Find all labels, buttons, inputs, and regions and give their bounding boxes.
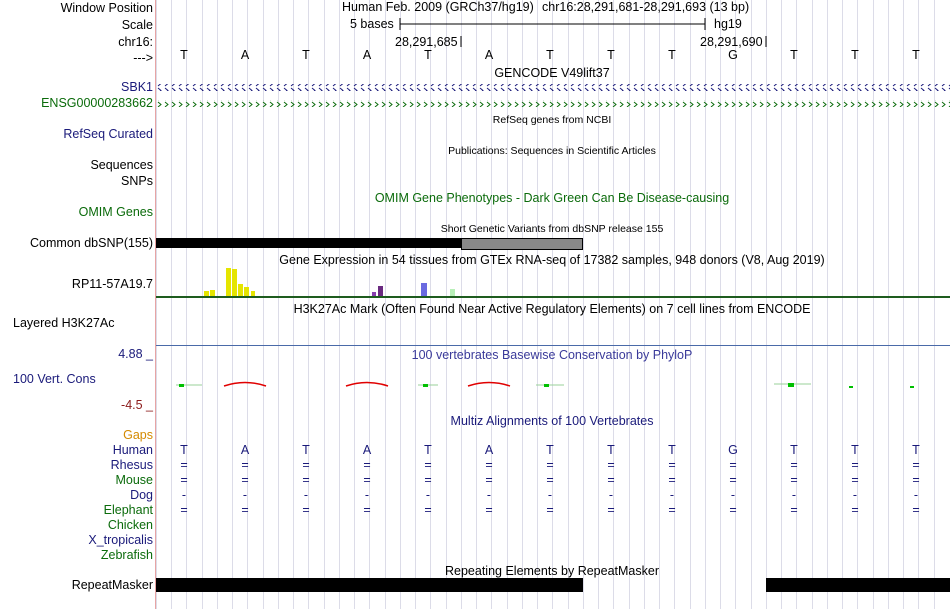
track-label-vert-cons[interactable]: 100 Vert. Cons bbox=[13, 372, 96, 386]
base-letter: T bbox=[546, 48, 554, 62]
sbk1-gene-line[interactable] bbox=[156, 84, 950, 91]
rhesus-align: = bbox=[424, 458, 432, 472]
elephant-align: = bbox=[851, 503, 859, 517]
dog-align: - bbox=[303, 488, 309, 502]
track-labels-panel bbox=[0, 0, 155, 609]
rhesus-align: = bbox=[485, 458, 493, 472]
base-letter: T bbox=[302, 48, 310, 62]
mouse-align: = bbox=[485, 473, 493, 487]
elephant-align: = bbox=[180, 503, 188, 517]
mouse-align: = bbox=[668, 473, 676, 487]
rhesus-align: = bbox=[668, 458, 676, 472]
dbsnp-feature-gray[interactable] bbox=[461, 238, 583, 250]
base-letter: T bbox=[790, 48, 798, 62]
browser-track-image[interactable] bbox=[156, 0, 950, 609]
dog-align: - bbox=[364, 488, 370, 502]
elephant-align: = bbox=[424, 503, 432, 517]
phylop-track-title: 100 vertebrates Basewise Conservation by PhyloP bbox=[411, 348, 693, 362]
rhesus-align: = bbox=[363, 458, 371, 472]
human-base: T bbox=[912, 443, 920, 457]
rhesus-align: = bbox=[729, 458, 737, 472]
species-label-mouse[interactable]: Mouse bbox=[115, 473, 153, 487]
human-base: A bbox=[240, 443, 250, 457]
mouse-align: = bbox=[790, 473, 798, 487]
rhesus-align: = bbox=[912, 458, 920, 472]
refseq-track-title: RefSeq genes from NCBI bbox=[492, 114, 612, 126]
base-letter: G bbox=[728, 48, 738, 62]
rhesus-align: = bbox=[851, 458, 859, 472]
phylop-min-label: -4.5 _ bbox=[121, 398, 153, 412]
human-base: A bbox=[484, 443, 494, 457]
base-letter: T bbox=[180, 48, 188, 62]
assembly-name: Human Feb. 2009 (GRCh37/hg19) bbox=[342, 0, 534, 14]
species-label-human[interactable]: Human bbox=[112, 443, 153, 457]
rhesus-align: = bbox=[180, 458, 188, 472]
pubs-track-title: Publications: Sequences in Scientific Articles bbox=[448, 145, 656, 157]
mouse-align: = bbox=[302, 473, 310, 487]
rhesus-align: = bbox=[302, 458, 310, 472]
mouse-align: = bbox=[729, 473, 737, 487]
species-label-rhesus[interactable]: Rhesus bbox=[110, 458, 153, 472]
elephant-align: = bbox=[485, 503, 493, 517]
ensg-gene-line[interactable] bbox=[156, 100, 950, 107]
human-base: T bbox=[180, 443, 188, 457]
dog-align: - bbox=[547, 488, 553, 502]
scale-label: Scale bbox=[121, 18, 153, 32]
track-label-refseq[interactable]: RefSeq Curated bbox=[63, 127, 153, 141]
track-label-rp11[interactable]: RP11-57A19.7 bbox=[71, 277, 153, 291]
omim-track-title: OMIM Gene Phenotypes - Dark Green Can Be Disease-causing bbox=[374, 191, 730, 205]
elephant-align: = bbox=[668, 503, 676, 517]
species-label-elephant[interactable]: Elephant bbox=[103, 503, 153, 517]
mouse-align: = bbox=[546, 473, 554, 487]
base-letter: T bbox=[607, 48, 615, 62]
human-base: T bbox=[302, 443, 310, 457]
mouse-align: = bbox=[851, 473, 859, 487]
human-base: T bbox=[607, 443, 615, 457]
elephant-align: = bbox=[546, 503, 554, 517]
track-label-ensg[interactable]: ENSG00000283662 bbox=[41, 96, 153, 110]
elephant-align: = bbox=[912, 503, 920, 517]
track-label-snps[interactable]: SNPs bbox=[121, 174, 153, 188]
track-label-omim[interactable]: OMIM Genes bbox=[78, 205, 153, 219]
gencode-track-title: GENCODE V49lift37 bbox=[494, 66, 610, 80]
gene-strand-arrows bbox=[156, 80, 950, 112]
dog-align: - bbox=[669, 488, 675, 502]
repeatmasker-track-title: Repeating Elements by RepeatMasker bbox=[444, 564, 660, 578]
scale-text: 5 bases bbox=[350, 17, 394, 31]
elephant-align: = bbox=[790, 503, 798, 517]
multiz-track-title: Multiz Alignments of 100 Vertebrates bbox=[450, 414, 654, 428]
track-label-sequences[interactable]: Sequences bbox=[90, 158, 153, 172]
gtex-track-title: Gene Expression in 54 tissues from GTEx RNA-seq of 17382 samples, 948 donors (V8, Aug 2019) bbox=[279, 253, 825, 267]
dog-align: - bbox=[730, 488, 736, 502]
base-letter: T bbox=[912, 48, 920, 62]
species-label-dog[interactable]: Dog bbox=[130, 488, 153, 502]
species-label-xtropicalis[interactable]: X_tropicalis bbox=[88, 533, 153, 547]
dbsnp-feature[interactable] bbox=[156, 238, 461, 248]
species-label-chicken[interactable]: Chicken bbox=[107, 518, 153, 532]
repeat-element[interactable] bbox=[156, 578, 583, 592]
mouse-align: = bbox=[241, 473, 249, 487]
species-label-zebrafish[interactable]: Zebrafish bbox=[100, 548, 153, 562]
track-label-gaps[interactable]: Gaps bbox=[123, 428, 153, 442]
base-letter: T bbox=[851, 48, 859, 62]
elephant-align: = bbox=[729, 503, 737, 517]
dbsnp-track-title: Short Genetic Variants from dbSNP release 155 bbox=[440, 223, 664, 235]
dog-align: - bbox=[242, 488, 248, 502]
base-letter: T bbox=[424, 48, 432, 62]
chrom-label: chr16: bbox=[118, 35, 153, 49]
coord-label-2: 28,291,690 bbox=[700, 35, 763, 49]
mouse-align: = bbox=[180, 473, 188, 487]
phylop-max-label: 4.88 _ bbox=[118, 347, 153, 361]
elephant-align: = bbox=[241, 503, 249, 517]
gtex-expression-bars[interactable] bbox=[156, 266, 950, 300]
rhesus-align: = bbox=[790, 458, 798, 472]
position-text: chr16:28,291,681-28,291,693 (13 bp) bbox=[542, 0, 750, 14]
human-base: G bbox=[728, 443, 738, 457]
h3k27ac-track-title: H3K27Ac Mark (Often Found Near Active Regulatory Elements) on 7 cell lines from ENCODE bbox=[293, 302, 811, 316]
mouse-align: = bbox=[912, 473, 920, 487]
human-base: A bbox=[362, 443, 372, 457]
dog-align: - bbox=[425, 488, 431, 502]
base-letter: A bbox=[240, 48, 250, 62]
human-base: T bbox=[790, 443, 798, 457]
base-letter: A bbox=[484, 48, 494, 62]
human-base: T bbox=[668, 443, 676, 457]
base-letter: A bbox=[362, 48, 372, 62]
elephant-align: = bbox=[302, 503, 310, 517]
mouse-align: = bbox=[363, 473, 371, 487]
dog-align: - bbox=[181, 488, 187, 502]
track-label-common-dbsnp[interactable]: Common dbSNP(155) bbox=[30, 236, 153, 250]
dog-align: - bbox=[486, 488, 492, 502]
track-label-sbk1[interactable]: SBK1 bbox=[121, 80, 153, 94]
phylop-signal[interactable] bbox=[156, 376, 950, 392]
dog-align: - bbox=[608, 488, 614, 502]
strand-arrow-label: ---> bbox=[133, 51, 153, 65]
mouse-align: = bbox=[424, 473, 432, 487]
human-base: T bbox=[546, 443, 554, 457]
elephant-align: = bbox=[363, 503, 371, 517]
dog-align: - bbox=[913, 488, 919, 502]
rhesus-align: = bbox=[607, 458, 615, 472]
db-name: hg19 bbox=[714, 17, 742, 31]
mouse-align: = bbox=[607, 473, 615, 487]
window-position-label: Window Position bbox=[60, 1, 153, 15]
rhesus-align: = bbox=[546, 458, 554, 472]
h3k27ac-baseline bbox=[156, 345, 950, 346]
coord-label-1: 28,291,685 bbox=[395, 35, 458, 49]
base-letter: T bbox=[668, 48, 676, 62]
dog-align: - bbox=[791, 488, 797, 502]
human-base: T bbox=[851, 443, 859, 457]
dog-align: - bbox=[852, 488, 858, 502]
repeat-element[interactable] bbox=[766, 578, 950, 592]
elephant-align: = bbox=[607, 503, 615, 517]
track-label-repeatmasker[interactable]: RepeatMasker bbox=[71, 578, 153, 592]
rhesus-align: = bbox=[241, 458, 249, 472]
track-label-h3k27ac[interactable]: Layered H3K27Ac bbox=[13, 316, 115, 330]
human-base: T bbox=[424, 443, 432, 457]
